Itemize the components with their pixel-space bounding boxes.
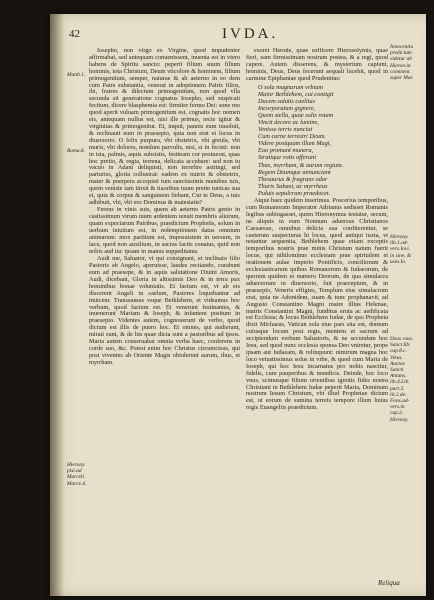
margin-note: Innocentiu predictum videtur ab Hieron.in comment. super Mat. [390, 44, 414, 82]
verse-line: Thesaurus & fragrans odor [258, 175, 328, 183]
verse-line: Puluis sepulcrum praedocet. [258, 189, 331, 197]
margin-note: Hierony. pisi.ad Marcell. Marce.4. [67, 462, 87, 487]
catchword: Reliqua [378, 579, 400, 587]
margin-note: Hierony. lib.1.ad- vers.Iovi. in sine, & uses.Io. [390, 234, 412, 265]
verse-line: Thus, myrrham, & aurum regium. [258, 161, 344, 169]
verse-line: Incorporatum gignere, [258, 104, 316, 112]
verse-line: Vincit decore ac lumine, [258, 119, 319, 126]
page-number: 42 [69, 28, 80, 40]
verse-line: O sola magnarum vrbium [258, 83, 323, 91]
paragraph: exeret Herode, quae sufficere Hierosolymis, quae fieri, eam firmissimam nostram postea, & a regi, quod capere. Autem disserens, & mysterium capiunt, hominis, Deus, Deus fecerunt aequali lucebit, quod in carmine Epiphaniae quod Prudentius: [246, 48, 388, 82]
paragraph: Iosepho, non virgo ex Virgine, quod impudenter affirmabat, sed antequam conuenissent, inuenta est in vtero habens de Spiritu sancto: peperit filium suum filium hominis, tota Christum, Deum vticolore & hominem, filium primogenitum, semper, naturae & ab aeterno in eo dem cum Patre substantia, venerat in adoptionem Patris filios, ibi, fratres & dilectum primogenitum, non quod vlla secunda sit generatione cognatus Iosepho, sed suspicati fecitum, dicere blasphemia est: firmiter fermo Dei: sone mo quod aperit vuluam primogenitum est, cognatis hoc nomen eis, antequam nullus est, nisi ille primus, recte igitur & virginitas & primogenitur. Et, inquit, pannis eum inuoluit, & reclinauit eum in praesepio, quia non erat ei locus in diuersorio. O felix purpura, vbi obstetrix, vbi greula, vbi muris, vbi dolores, nondum parvulis, nisi, si in fecisti: non in ista, palmis, aquis subsistis, festinam cor postuerat, quas hoc pretio, & regia, terrena, delicata accubare: sed non tu vacuo in Adam deliquisti, non terreftre astringi, sed parturiss, gloria collustrat: eadem ex nutrix & obstetrix, mater & puerpera accepisti tum sanctissimis manibus tuis, quem veniste iam tinxit & tiaoribus tuum pretio tunicas sua et, quia & corpus & sanguinem fiebant, Cur te Deus, a tuis adhibuit, vbi, vbi ero Dominus & maiestatis? [89, 48, 240, 206]
verse-line: Thuris Sabaei, ac myrrheus [258, 182, 328, 190]
verse-line: Cum carne terrestri Deum. [258, 133, 326, 141]
book-page [50, 14, 426, 596]
verse-line: Regem Deumque annunciant [258, 168, 331, 176]
verse-line: Eoa promunt munera, [258, 147, 314, 155]
page-gutter-shadow [50, 14, 64, 596]
margin-note: Deus vsus. Sanct.lib. cap.8.c. Vetus. Auctor. Sancti Antuns. lib.4.Lib. part.3. lit.2.de. Fons.ad- vers.in cap.2. Hierony. [390, 336, 414, 423]
paragraph: Ferens in vinis suis, quem ab aeterno Patris genio in castissimum virum tuum ardentem tenuit membris aliorum, quam expectarum Patribus, praedictum Prophetis, solum in uerbum intuitum est, in redemptionem datus omnium animarum: mox partitum est, imposuistem in uersum, in lacu, quod non auxilium, in sacras factis conatus, quid non nobis aud ita: ipsam in manus suppeditatus. [89, 206, 240, 255]
paragraph: Atque haec quidem inserimus. Poscerius temporibus, cum Romanoram Imperator Adrianus sedisset Romanis legibus subiugasset, quem Hieronymus testatur, secum, ne aliquis in eum Nonnum aduersus Christianos Caesareae, omnibus delicta sua confiterentur, se caeterum suspecturas hi locus, quod antiqui iuxta, vt notantur sequentia, Bethlehem quae etiam exceptis temporibus nostris prae minis Christum natum fuerit locus, qui nihilominus ecclesiam prae spiritalem et orationem aulae imperio Pontificis, conciliorum & ecclesiasticarum quibus Romanorum & Iudaeorum, de quorum quidem et numero Deorum, de qua simulacra aduersorum in diuersorio, fuit praeceptum, & in praesepio, Veneris effigies, Templum eius simulacrum erat, quia ne Adonidem, suam & tunc prophanavit, ad Augusto Constantino Magni matre illius Helenae, matris Constantini Magni, funditus eruta ac aedificata est Ecclesia; & locus Bethlehem Iudae, de quo Propheta dixit Michaeas, Vatican sola eius pars sita est, domum cuiusque locum post regis, mentem et sacrum ad accipiendum verbum Saluatoris, & ne secundam hoc Iesu, sed quod nunc ecclesia sponsa Deo vniretur, prope ipsam aut Iudaeam, & relinquunt: nimirum magna hoc loco vetustissimus solus in vrbe, & quod cum Maria de Ioseph, qui hoc Iesu incarnatus pro nobis nascitur, fidelis, cum pauperibus & mendicis. Deinde, hoc loco vnus, scimusque filium orientibus ignotis fides nostra Christiani in Bethlehem Iudae peperit Maria, Dominum nostrum Iesum Christum, vbi illud Prophetae dictum est, ut eorum de sumina terreis tempore illum huius regis Euangeliis praedictum. [246, 197, 388, 412]
text-column-left [89, 48, 240, 576]
verse-line: Videre postquam illum Magi, [258, 140, 332, 148]
verse-block [258, 84, 388, 198]
margin-note: Roma.8. [67, 148, 85, 154]
running-head: IVDA. [222, 26, 279, 42]
verse-line: Venisse terris nunciat [258, 126, 313, 134]
verse-line: Maior Bethlehem, cui contigit [258, 90, 334, 98]
verse-line: Ducem salutis caelitus [258, 97, 316, 105]
text-column-right [246, 48, 388, 576]
verse-line: Stratique votis offerunt [258, 154, 317, 162]
verse-line: Quem stella, quae solis rotam [258, 111, 334, 119]
margin-note: Matth.1. [67, 72, 86, 78]
paragraph: Audi me, Saluator, vt qui consignant, et inclinato filio Pastoris ab Angelo, aperuisse, laudes recitando, curabunt eum ad praesepe, & in aquis salutatione Diuini Amoris, Audi, dicebant, Gloria in altissimis Deo & in terra pax hominibus bonae voluntatis. Et factum est, vt ab eis discerent Angeli in caelum, Pastores loquebantur ad inuicem: Transeamus vsque Bethlehem, et videamus hoc verbum, quod factum est. Et venerunt festinantes, & inuenerunt Mariam & Ioseph, & infantem positum in praesepio. Videntes autem, cognouerunt de verbo, quod dictum est illis de puero hoc. Et omnes, qui audierant, mirati sunt, & de his quae dicta sunt a pastoribus ad ipsos. Maria autem conseruabat omnia verba haec, conferens in corde suo, &c. Potest enim hoc Christus circumcisus, qui post viventes ab Oriente Magis obtulerunt aurum, thus, et myrrham. [89, 255, 240, 366]
